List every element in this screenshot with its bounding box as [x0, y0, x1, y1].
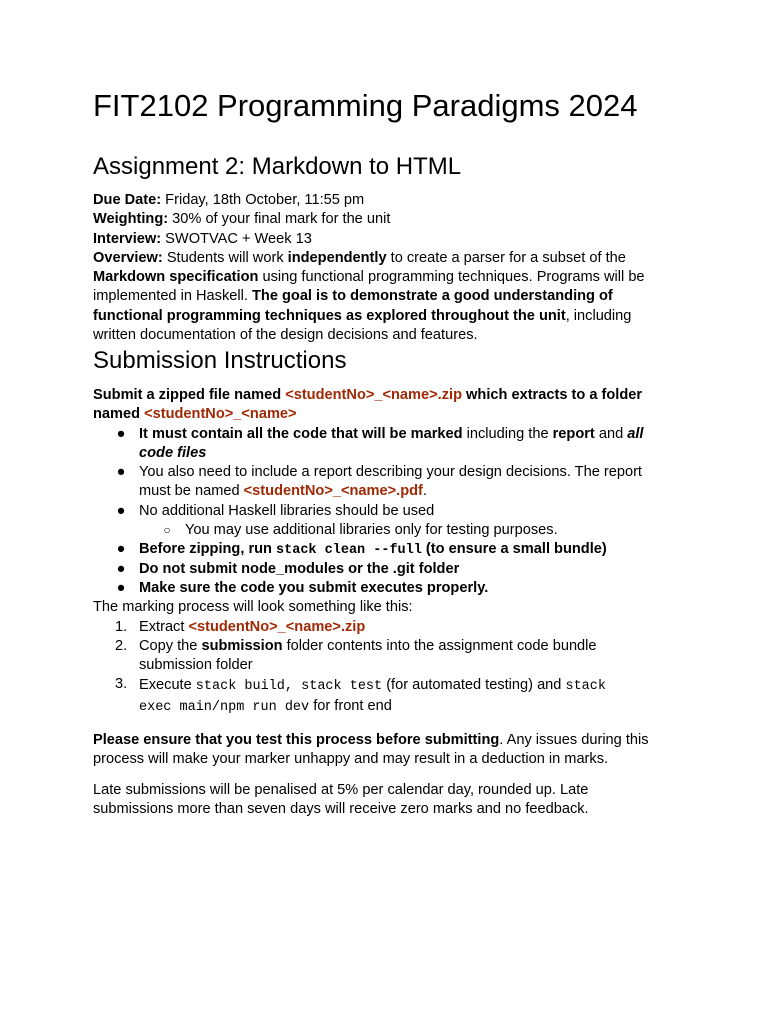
overview-line-3: implemented in Haskell. The goal is to demonstrate a good understanding of [93, 288, 613, 305]
document-title: FIT2102 Programming Paradigms 2024 [93, 88, 638, 123]
due-date-line: Due Date: Friday, 18th October, 11:55 pm [93, 192, 365, 208]
list-item: ○ You may use additional libraries only for testing purposes. [93, 521, 693, 540]
bullet-icon: ● [116, 560, 126, 577]
bullet-icon: ● [116, 579, 126, 596]
submission-intro-line-2: named <studentNo>_<name> [93, 406, 297, 423]
marking-steps-list [93, 618, 693, 718]
overview-line-1: Overview: Students will work independently to create a parser for a subset of the [93, 249, 626, 266]
sub-bullet-icon: ○ [163, 523, 171, 538]
list-item: ● Do not submit node_modules or the .git folder [93, 560, 693, 579]
submission-intro-line-1: Submit a zipped file named <studentNo>_<name>.zip which extracts to a folder [93, 387, 643, 403]
assignment-heading: Assignment 2: Markdown to HTML [93, 153, 462, 180]
late-policy-paragraph: Late submissions will be penalised at 5% per calendar day, rounded up. Late submissions more than seven days will receive zero marks and no feedback. [93, 782, 589, 818]
overview-line-2: Markdown specification using functional programming techniques. Programs will be [93, 269, 645, 286]
list-item: 2. Copy the submission folder contents into the assignment code bundle submission folder [115, 637, 597, 674]
bullet-icon: ● [116, 425, 126, 442]
list-item: 3. Execute stack build, stack test (for automated testing) and stack exec main/npm run dev for front end [115, 676, 606, 716]
overview-line-4: functional programming techniques as explored throughout the unit, including [93, 307, 632, 324]
submission-instructions [93, 386, 693, 717]
list-item: ● You also need to include a report describing your design decisions. The report must be named <studentNo>_<name>.pdf. [116, 464, 642, 500]
list-item: ● Before zipping, run stack clean --full (to ensure a small bundle) [116, 541, 607, 559]
bullet-icon: ● [116, 541, 126, 558]
marking-intro: The marking process will look something like this: [93, 599, 413, 616]
weighting-line: Weighting: 30% of your final mark for the unit [93, 211, 391, 228]
interview-line: Interview: SWOTVAC + Week 13 [93, 230, 312, 247]
list-item: ● It must contain all the code that will be marked including the report and all code files [116, 425, 644, 461]
bullet-icon: ● [116, 502, 126, 519]
requirements-list [93, 425, 693, 599]
assignment-meta [93, 191, 693, 345]
ensure-paragraph: Please ensure that you test this process before submitting. Any issues during this process will make your marker unhappy and may result in a deduction in marks. [93, 732, 649, 768]
list-item: ● Make sure the code you submit executes properly. [93, 579, 693, 598]
list-item: ● No additional Haskell libraries should be used [93, 502, 693, 521]
submission-heading: Submission Instructions [93, 347, 347, 374]
overview-line-5: written documentation of the design decisions and features. [93, 327, 478, 344]
list-item: 1. Extract <studentNo>_<name>.zip [115, 618, 366, 635]
bullet-icon: ● [116, 464, 126, 481]
